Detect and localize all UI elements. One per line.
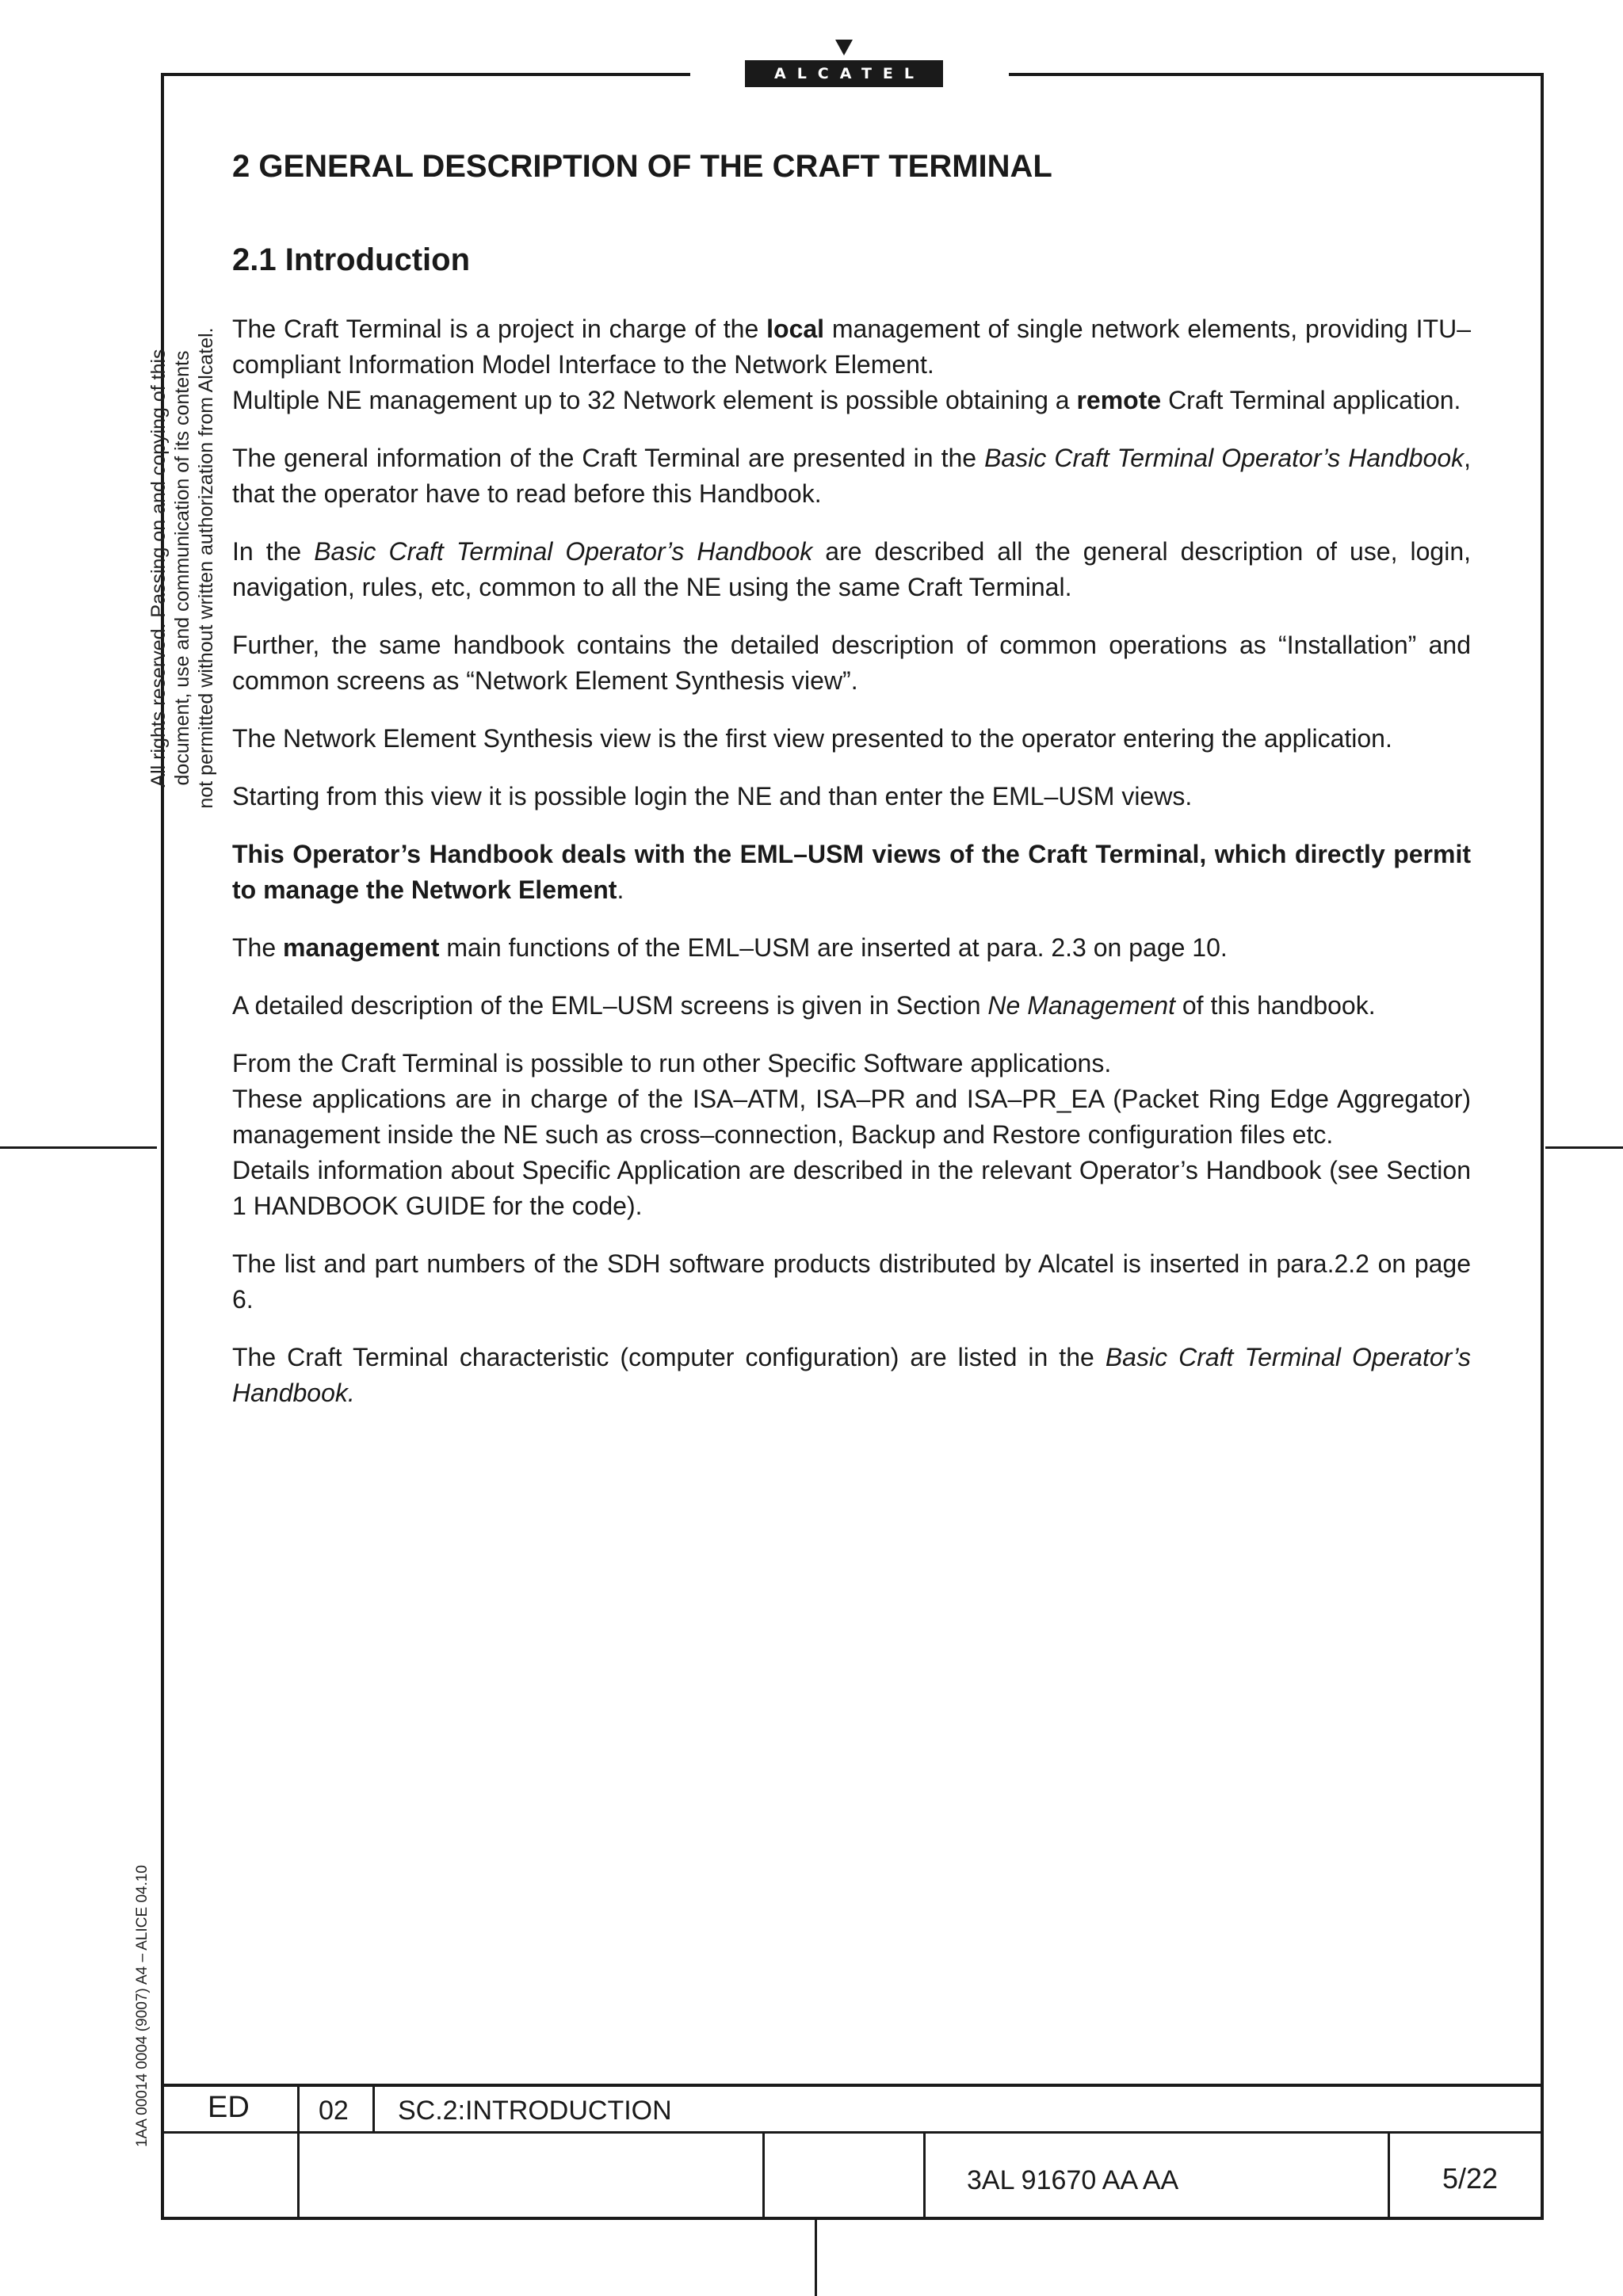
alcatel-logo — [745, 40, 943, 97]
document-number: 3AL 91670 AA AA — [967, 2165, 1179, 2195]
subsection-heading: 2.1 Introduction — [232, 242, 470, 277]
paragraph-1-line-1: The Craft Terminal is a project in charge of the local management of single network elements, providing ITU– compliant Information Model Interface to the Network Element. — [232, 315, 1472, 379]
paragraph-10 — [232, 1046, 1471, 1224]
title-block-div2 — [372, 2084, 375, 2133]
paragraph-12: The Craft Terminal characteristic (computer configuration) are listed in the Basic Craft Terminal Operator’s Handbook. — [232, 1343, 1472, 1407]
edition-label: ED — [208, 2091, 250, 2124]
section-code: SC.2:INTRODUCTION — [398, 2096, 672, 2126]
paragraph-3: In the Basic Craft Terminal Operator’s Handbook are described all the general description of use, login, navigation, rules, etc, common to all the NE using the same Craft Terminal. — [232, 537, 1472, 601]
paragraph-9: A detailed description of the EML–USM screens is given in Section Ne Management of this handbook. — [232, 991, 1376, 1020]
paragraph-7: This Operator’s Handbook deals with the EML–USM views of the Craft Terminal, which directly permit to manage the Network Element. — [232, 840, 1471, 904]
frame-top-right — [1009, 73, 1544, 76]
title-block-div4 — [923, 2131, 926, 2218]
logo-triangle-icon — [835, 40, 853, 55]
copyright-notice — [147, 227, 218, 909]
frame-right — [1541, 73, 1544, 2220]
paragraph-6: Starting from this view it is possible login the NE and than enter the EML–USM views. — [232, 782, 1193, 810]
paragraph-4: Further, the same handbook contains the detailed description of common operations as “Installation” and common screens as “Network Element Synthesis view”. — [232, 631, 1471, 695]
title-block-top — [161, 2084, 1544, 2087]
paragraph-11: The list and part numbers of the SDH software products distributed by Alcatel is inserted in para.2.2 on page 6. — [232, 1249, 1471, 1314]
paragraph-10-line-1: From the Craft Terminal is possible to run other Specific Software applications. — [232, 1049, 1112, 1077]
copyright-line-1: All rights reserved. Passing on and copying of this — [147, 349, 170, 788]
copyright-line-3: not permitted without written authorization from Alcatel. — [195, 327, 217, 809]
title-block-div3 — [762, 2131, 765, 2218]
page-number: 5/22 — [1442, 2162, 1499, 2195]
fold-mark-right — [1545, 1146, 1623, 1149]
section-heading: 2 GENERAL DESCRIPTION OF THE CRAFT TERMINAL — [232, 149, 1052, 184]
paragraph-2: The general information of the Craft Terminal are presented in the Basic Craft Terminal Operator’s Handbook, that the operator have to read before this Handbook. — [232, 444, 1472, 508]
frame-bottom — [161, 2217, 1544, 2220]
paragraph-5: The Network Element Synthesis view is the first view presented to the operator entering the application. — [232, 724, 1392, 753]
main-content — [232, 143, 1471, 1411]
frame-top-left — [161, 73, 690, 76]
title-block-div5 — [1388, 2131, 1390, 2218]
copyright-line-2: document, use and communication of its contents — [171, 350, 193, 786]
title-block-div1 — [297, 2084, 300, 2218]
logo-wordmark: ALCATEL — [745, 60, 943, 87]
bottom-tick — [815, 2220, 817, 2296]
form-code: 1AA 00014 0004 (9007) A4 – ALICE 04.10 — [134, 1865, 151, 2148]
paragraph-1-line-2: Multiple NE management up to 32 Network element is possible obtaining a remote Craft Terminal application. — [232, 386, 1461, 414]
edition-value: 02 — [319, 2096, 349, 2126]
paragraph-8: The management main functions of the EML–USM are inserted at para. 2.3 on page 10. — [232, 933, 1228, 962]
paragraph-1 — [232, 311, 1471, 418]
fold-mark-left — [0, 1146, 157, 1149]
title-block-mid — [161, 2131, 1544, 2134]
paragraph-10-line-2: These applications are in charge of the ISA–ATM, ISA–PR and ISA–PR_EA (Packet Ring Edge Aggregator) management inside the NE such as cross–connection, Backup and Restore configuration files etc. — [232, 1085, 1471, 1149]
paragraph-10-line-3: Details information about Specific Application are described in the relevant Operator’s Handbook (see Section 1 HANDBOOK GUIDE for the code). — [232, 1156, 1471, 1220]
